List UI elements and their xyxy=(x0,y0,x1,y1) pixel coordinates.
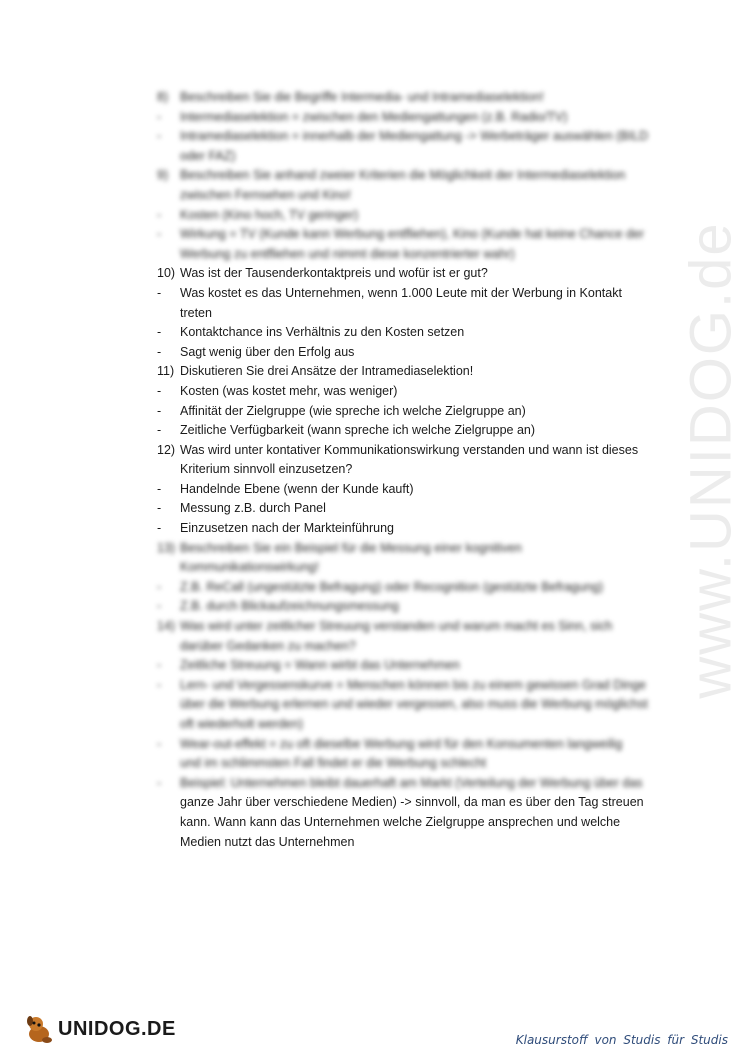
line-marker: 8) xyxy=(157,90,169,104)
line-marker xyxy=(157,813,180,833)
line-marker: - xyxy=(157,325,162,340)
answer-line xyxy=(157,499,667,519)
line-marker xyxy=(157,147,180,167)
line-marker xyxy=(157,715,180,735)
answer-line xyxy=(157,225,667,245)
line-marker: - xyxy=(157,579,162,594)
continuation-line xyxy=(157,695,667,715)
watermark-text: www.UNIDOG.de xyxy=(678,221,744,699)
line-marker: - xyxy=(157,344,162,359)
continuation-line xyxy=(157,460,667,480)
line-marker: - xyxy=(157,207,162,222)
line-marker: - xyxy=(157,383,162,398)
continuation-line xyxy=(157,813,667,833)
line-marker: - xyxy=(157,658,162,673)
line-marker: 13) xyxy=(157,540,176,555)
continuation-line xyxy=(157,637,667,657)
continuation-line xyxy=(157,715,667,735)
line-text: Was ist der Tausenderkontaktpreis und wofür ist er gut? xyxy=(180,266,488,281)
answer-line xyxy=(157,735,667,755)
line-marker: 11) xyxy=(157,364,175,379)
line-marker: - xyxy=(157,423,162,438)
answer-line xyxy=(157,676,667,696)
question-line xyxy=(157,166,667,186)
line-text: Was wird unter zeitlicher Streuung verstanden und warum macht es Sinn, sich xyxy=(180,619,613,634)
answer-line xyxy=(157,421,667,441)
footer-slogan: Klausurstoff von Studis für Studis xyxy=(515,1033,728,1047)
line-text: Beschreiben Sie ein Beispiel für die Messung einer kognitiven xyxy=(180,540,522,555)
line-marker: - xyxy=(157,677,162,692)
line-text: oder FAZ) xyxy=(180,148,236,163)
answer-line xyxy=(157,597,667,617)
line-marker xyxy=(157,793,180,813)
line-text: Kosten (was kostet mehr, was weniger) xyxy=(180,383,398,398)
line-text: und im schlimmsten Fall findet er die Werbung schlecht xyxy=(180,756,487,771)
line-marker: 12) xyxy=(157,442,176,457)
line-text: Kontaktchance ins Verhältnis zu den Kosten setzen xyxy=(180,325,465,340)
line-marker: - xyxy=(157,109,162,124)
answer-line xyxy=(157,578,667,598)
line-text: Sagt wenig über den Erfolg aus xyxy=(180,344,355,359)
unidog-logo xyxy=(22,1012,176,1046)
document-body xyxy=(157,88,667,852)
line-marker xyxy=(157,637,180,657)
line-marker: 14) xyxy=(157,619,176,634)
line-text: Einzusetzen nach der Markteinführung xyxy=(180,521,395,536)
question-line xyxy=(157,362,667,382)
line-text: Affinität der Zielgruppe (wie spreche ich welche Zielgruppe an) xyxy=(180,403,526,418)
line-text: Beschreiben Sie die Begriffe Intermedia- und Intramediaselektion! xyxy=(180,90,544,104)
line-marker: - xyxy=(157,501,162,516)
line-text: Zeitliche Streuung = Wann wirbt das Unternehmen xyxy=(180,658,460,673)
line-text: Handelnde Ebene (wenn der Kunde kauft) xyxy=(180,481,414,496)
line-text: Diskutieren Sie drei Ansätze der Intramediaselektion! xyxy=(180,364,474,379)
line-text: oft wiederholt werden) xyxy=(180,717,303,731)
line-marker xyxy=(157,558,180,578)
line-marker: - xyxy=(157,481,162,496)
answer-line xyxy=(157,774,667,794)
line-text: zwischen Fernsehen und Kino! xyxy=(180,187,351,202)
line-marker: - xyxy=(157,736,162,751)
question-line xyxy=(157,617,667,637)
line-text: Intramediaselektion = innerhalb der Mediengattung -> Werbeträger auswählen (BILD xyxy=(180,129,649,144)
line-marker xyxy=(157,460,180,480)
dog-mascot-icon xyxy=(22,1012,56,1046)
line-text: Kosten (Kino hoch, TV geringer) xyxy=(180,207,359,222)
line-marker: - xyxy=(157,521,162,536)
answer-line xyxy=(157,127,667,147)
line-text: Wear-out-effekt = zu oft dieselbe Werbung wird für den Konsumenten langweilig xyxy=(180,736,623,751)
line-text: Kommunikationswirkung! xyxy=(180,560,319,575)
answer-line xyxy=(157,284,667,304)
line-text: Messung z.B. durch Panel xyxy=(180,501,326,516)
continuation-line xyxy=(157,186,667,206)
line-text: ganze Jahr über verschiedene Medien) -> sinnvoll, da man es über den Tag streuen xyxy=(180,795,644,810)
line-text: Zeitliche Verfügbarkeit (wann spreche ich welche Zielgruppe an) xyxy=(180,423,536,438)
line-text: treten xyxy=(180,305,212,320)
question-line xyxy=(157,264,667,284)
continuation-line xyxy=(157,147,667,167)
line-marker xyxy=(157,754,180,774)
line-text: kann. Wann kann das Unternehmen welche Zielgruppe ansprechen und welche xyxy=(180,814,621,829)
line-text: Intermediaselektion = zwischen den Mediengattungen (z.B. Radio/TV) xyxy=(180,109,568,124)
logo-text: UNIDOG.DE xyxy=(58,1017,176,1040)
answer-line xyxy=(157,343,667,363)
line-marker: 9) xyxy=(157,168,169,183)
continuation-line xyxy=(157,558,667,578)
line-text: Was wird unter kontativer Kommunikationswirkung verstanden und wann ist dieses xyxy=(180,442,639,457)
answer-line xyxy=(157,206,667,226)
question-line xyxy=(157,88,667,108)
line-marker xyxy=(157,304,180,324)
line-text: Beschreiben Sie anhand zweier Kriterien die Möglichkeit der Intermediaselektion xyxy=(180,168,626,183)
line-marker xyxy=(157,186,180,206)
line-text: Kriterium sinnvoll einzusetzen? xyxy=(180,462,353,477)
line-marker: - xyxy=(157,227,162,242)
line-text: Lern- und Vergessenskurve = Menschen können bis zu einem gewissen Grad Dinge xyxy=(180,677,646,692)
line-text: Z.B. ReCall (ungestützte Befragung) oder Recognition (gestützte Befragung) xyxy=(180,579,604,594)
line-text: darüber Gedanken zu machen? xyxy=(180,638,356,653)
line-marker: - xyxy=(157,599,162,614)
answer-line xyxy=(157,480,667,500)
line-text: Medien nutzt das Unternehmen xyxy=(180,834,355,849)
continuation-line xyxy=(157,754,667,774)
line-marker: 10) xyxy=(157,266,176,281)
continuation-line xyxy=(157,245,667,265)
line-marker xyxy=(157,695,180,715)
answer-line xyxy=(157,519,667,539)
line-text: Z.B. durch Blickaufzeichnungsmessung xyxy=(180,599,399,614)
answer-line xyxy=(157,108,667,128)
question-line xyxy=(157,539,667,559)
continuation-line xyxy=(157,833,667,853)
line-marker: - xyxy=(157,285,162,300)
answer-line xyxy=(157,656,667,676)
line-marker xyxy=(157,833,180,853)
continuation-line xyxy=(157,304,667,324)
answer-line xyxy=(157,323,667,343)
answer-line xyxy=(157,382,667,402)
line-marker xyxy=(157,245,180,265)
answer-line xyxy=(157,402,667,422)
line-text: Beispiel: Unternehmen bleibt dauerhaft am Markt (Verteilung der Werbung über das xyxy=(180,775,643,790)
line-text: Wirkung = TV (Kunde kann Werbung entfliehen), Kino (Kunde hat keine Chance der xyxy=(180,227,645,242)
line-text: Was kostet es das Unternehmen, wenn 1.000 Leute mit der Werbung in Kontakt xyxy=(180,285,622,300)
line-text: über die Werbung erlernen und wieder vergessen, also muss die Werbung möglichst xyxy=(180,697,648,712)
line-marker: - xyxy=(157,403,162,418)
line-text: Werbung zu entfliehen und nimmt diese konzentrierter wahr) xyxy=(180,246,515,261)
line-marker: - xyxy=(157,775,162,790)
continuation-line xyxy=(157,793,667,813)
line-marker: - xyxy=(157,129,162,144)
question-line xyxy=(157,441,667,461)
